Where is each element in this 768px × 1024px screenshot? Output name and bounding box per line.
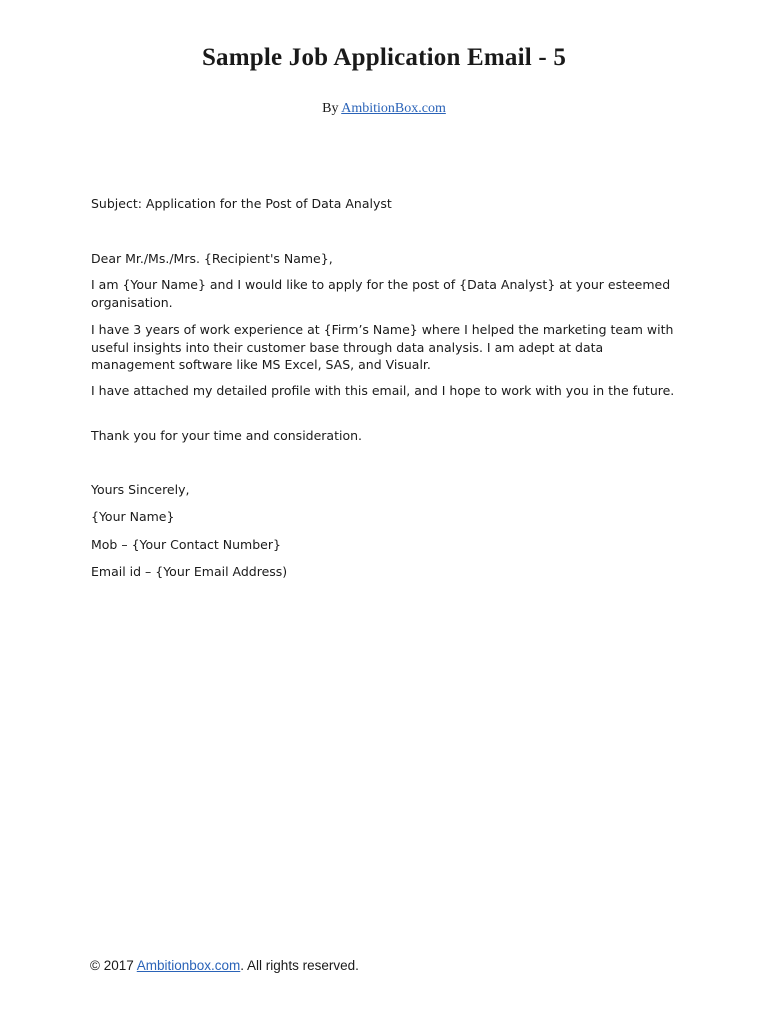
footer-prefix: © 2017 <box>90 958 137 973</box>
footer-suffix: . All rights reserved. <box>240 958 359 973</box>
email-paragraph-2: I have 3 years of work experience at {Firm’s Name} where I helped the marketing team with useful insights into their customer base through data analysis. I am adept at data management software like MS Excel, SAS, and Visualr. <box>91 322 674 372</box>
email-closing: Yours Sincerely, <box>91 482 190 497</box>
email-paragraph-3: I have attached my detailed profile with this email, and I hope to work with you in the future. <box>91 383 675 398</box>
byline <box>0 101 768 117</box>
email-salutation: Dear Mr./Ms./Mrs. {Recipient's Name}, <box>91 251 333 266</box>
email-paragraph-4: Thank you for your time and consideration. <box>91 428 363 443</box>
email-sender-mobile: Mob – {Your Contact Number} <box>91 537 281 552</box>
copyright-footer <box>90 958 359 973</box>
email-paragraph-1: I am {Your Name} and I would like to apply for the post of {Data Analyst} at your esteemed organisation. <box>91 277 671 310</box>
email-sender-name: {Your Name} <box>91 509 175 524</box>
ambitionbox-link[interactable]: AmbitionBox.com <box>341 101 446 116</box>
byline-prefix: By <box>322 101 342 116</box>
email-subject: Subject: Application for the Post of Data Analyst <box>91 196 392 211</box>
footer-ambitionbox-link[interactable]: Ambitionbox.com <box>136 958 241 973</box>
page-title: Sample Job Application Email - 5 <box>201 44 567 71</box>
email-sender-email: Email id – {Your Email Address) <box>91 564 288 579</box>
